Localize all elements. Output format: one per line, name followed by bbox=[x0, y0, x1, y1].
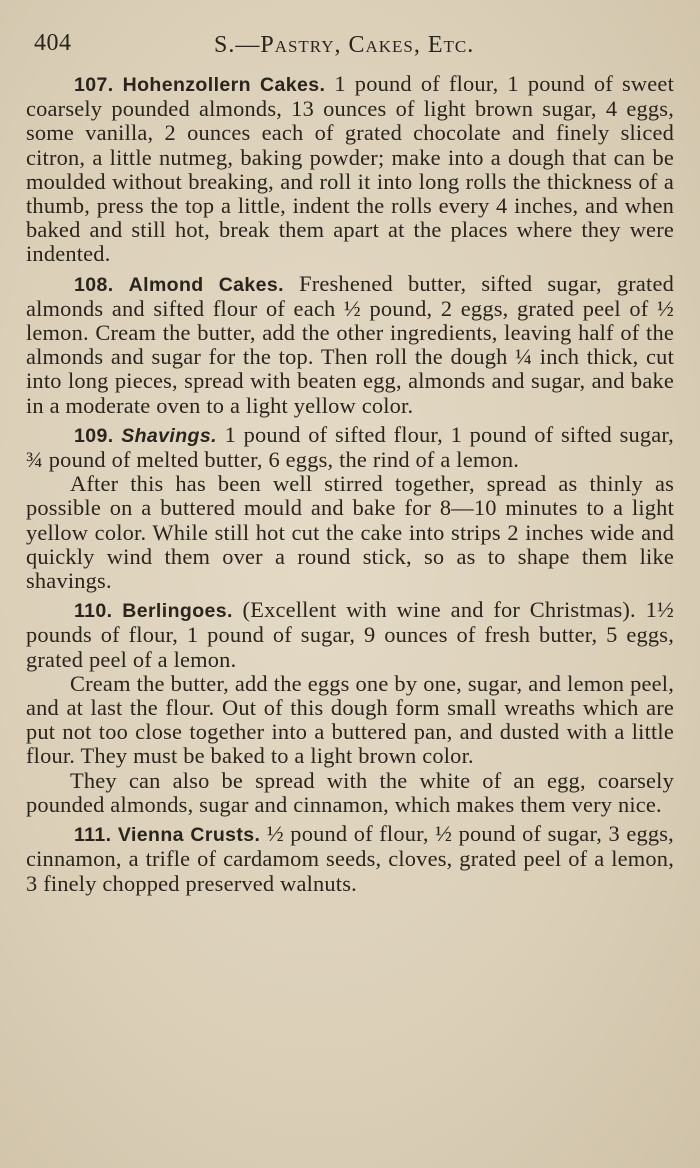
recipe-text: 1 pound of flour, 1 pound of sweet coarsely pounded almonds, 13 ounces of light brown sugar, 4 eggs, some vanilla, 2 ounces each of grated chocolate and finely sliced citron, a little nutmeg, baking powder; make into a dough that can be moulded without breaking, and roll it into long rolls the thickness of a thumb, press the top a little, indent the rolls every 4 inches, and when baked and still hot, break them apart at the places where they were indented. bbox=[26, 71, 674, 267]
recipe-text: Freshened butter, sifted sugar, grated almonds and sifted flour of each ½ pound, 2 eggs, grated peel of ½ lemon. Cream the butter, add the other ingredients, leaving half of the almonds and sugar for the top. Then roll the dough ¼ inch thick, cut into long pieces, spread with beaten egg, almonds and sugar, and bake in a moderate oven to a light yellow color. bbox=[26, 270, 674, 418]
recipe-number: 109. bbox=[74, 424, 114, 447]
recipe-title: Shavings. bbox=[121, 424, 217, 447]
recipe-title: Berlingoes. bbox=[122, 600, 233, 623]
recipe-number: 111. bbox=[74, 824, 112, 847]
recipe-108 bbox=[26, 272, 674, 418]
recipe-paragraph bbox=[26, 272, 674, 418]
recipe-paragraph: After this has been well stirred together, spread as thinly as possible on a buttered mould and bake for 8—10 minutes to a light yellow color. While still hot cut the cake into strips 2 inches wide and quickly wind them over a round stick, so as to shape them like shavings. bbox=[26, 471, 674, 594]
page-number: 404 bbox=[34, 30, 72, 56]
recipe-title: Hohenzollern Cakes. bbox=[122, 74, 326, 96]
page-header bbox=[34, 30, 670, 64]
recipe-111 bbox=[26, 822, 674, 896]
page-body bbox=[26, 72, 674, 901]
recipe-paragraph: They can also be spread with the white of an egg, coarsely pounded almonds, sugar and cinnamon, which makes them very nice. bbox=[26, 767, 674, 817]
recipe-109 bbox=[26, 423, 674, 593]
recipe-text: ½ pound of flour, ½ pound of sugar, 3 eggs, cinnamon, a trifle of cardamom seeds, cloves, grated peel of a lemon, 3 finely chopped preserved walnuts. bbox=[26, 821, 674, 896]
recipe-text: 1 pound of sifted flour, 1 pound of sifted sugar, ¾ pound of melted butter, 6 eggs, the rind of a lemon. bbox=[26, 421, 674, 473]
recipe-paragraph bbox=[26, 822, 674, 896]
recipe-107 bbox=[26, 72, 674, 267]
recipe-110 bbox=[26, 598, 674, 817]
recipe-number: 110. bbox=[74, 600, 113, 623]
running-head: S.—Pastry, Cakes, Etc. bbox=[214, 32, 475, 58]
recipe-number: 107. bbox=[74, 74, 114, 96]
recipe-number: 108. bbox=[74, 273, 114, 296]
recipe-paragraph bbox=[26, 72, 674, 267]
recipe-paragraph: Cream the butter, add the eggs one by one, sugar, and lemon peel, and at last the flour. Out of this dough form small wreaths which are put not too close together into a buttered pan, and dusted with a little flour. They must be baked to a light brown color. bbox=[26, 670, 674, 769]
recipe-title: Vienna Crusts. bbox=[117, 824, 261, 847]
recipe-text: (Excellent with wine and for Christmas). 1½ pounds of flour, 1 pound of sugar, 9 ounces of fresh butter, 5 eggs, grated peel of a lemon. bbox=[26, 597, 674, 672]
recipe-paragraph bbox=[26, 598, 674, 672]
recipe-title: Almond Cakes. bbox=[128, 273, 284, 296]
recipe-paragraph bbox=[26, 423, 674, 472]
